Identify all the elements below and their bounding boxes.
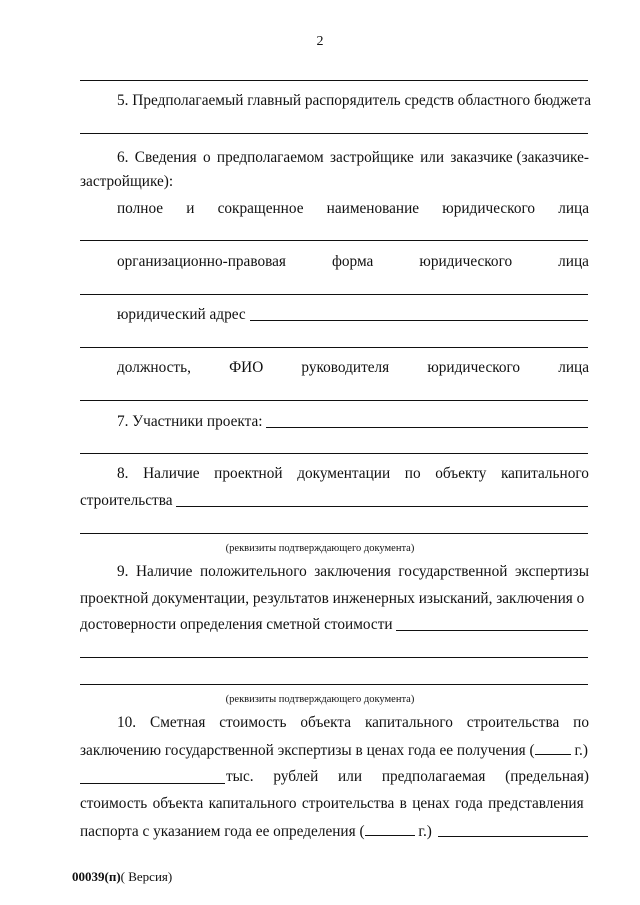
blank-line xyxy=(80,294,588,295)
item-10-line5: паспорта с указанием года ее определения ( г.) xyxy=(80,823,432,840)
caption: (реквизиты подтверждающего документа) xyxy=(225,543,415,554)
item-10-line2: заключению государственной экспертизы в ценах года ее получения ( г.) xyxy=(80,742,588,759)
blank-line xyxy=(80,347,588,348)
legal-address-label: юридический адрес xyxy=(117,306,246,323)
blank-line xyxy=(80,684,588,685)
project-docs-field[interactable] xyxy=(176,506,588,507)
blank-line xyxy=(80,533,588,534)
blank-line xyxy=(80,80,588,81)
item-8-line2: строительства xyxy=(80,492,173,509)
document-code: 00039(п)( Версия) xyxy=(72,869,173,884)
item-6-line1: 6. Сведения о предполагаемом застройщике или заказчике (заказчике- xyxy=(117,149,589,166)
legal-form-label: организационно-правовая форма юридического лица xyxy=(117,253,589,270)
item-9-line2: проектной документации, результатов инженерных изысканий, заключения о xyxy=(80,590,585,607)
head-position-label: должность, ФИО руководителя юридического лица xyxy=(117,359,589,376)
caption: (реквизиты подтверждающего документа) xyxy=(225,694,415,705)
item-7-label: 7. Участники проекта: xyxy=(117,413,263,430)
legal-address-field[interactable] xyxy=(250,320,588,321)
blank-line xyxy=(80,400,588,401)
year-field[interactable] xyxy=(365,822,415,836)
item-10-line3: тыс. рублей или предполагаемая (предельная) xyxy=(226,768,589,785)
estimated-cost-field[interactable] xyxy=(438,836,588,837)
item-10-line1: 10. Сметная стоимость объекта капитального строительства по xyxy=(117,714,589,731)
blank-line xyxy=(80,453,588,454)
full-short-name-label: полное и сокращенное наименование юридического лица xyxy=(117,200,589,217)
year-field[interactable] xyxy=(535,741,571,755)
item-9-line3: достоверности определения сметной стоимости xyxy=(80,616,393,633)
blank-line xyxy=(80,240,588,241)
expertise-field[interactable] xyxy=(396,630,588,631)
amount-field[interactable] xyxy=(80,783,225,784)
item-10-line4: стоимость объекта капитального строительства в ценах года представления xyxy=(80,795,584,812)
item-6-line2: застройщике): xyxy=(80,173,174,190)
item-9-line1: 9. Наличие положительного заключения государственной экспертизы xyxy=(117,563,589,580)
item-8-line1: 8. Наличие проектной документации по объекту капитального xyxy=(117,465,589,482)
project-participants-field[interactable] xyxy=(266,427,588,428)
blank-line xyxy=(80,133,588,134)
blank-line xyxy=(80,657,588,658)
page-number: 2 xyxy=(316,34,324,49)
item-5-text: 5. Предполагаемый главный распорядитель средств областного бюджета xyxy=(117,92,591,109)
